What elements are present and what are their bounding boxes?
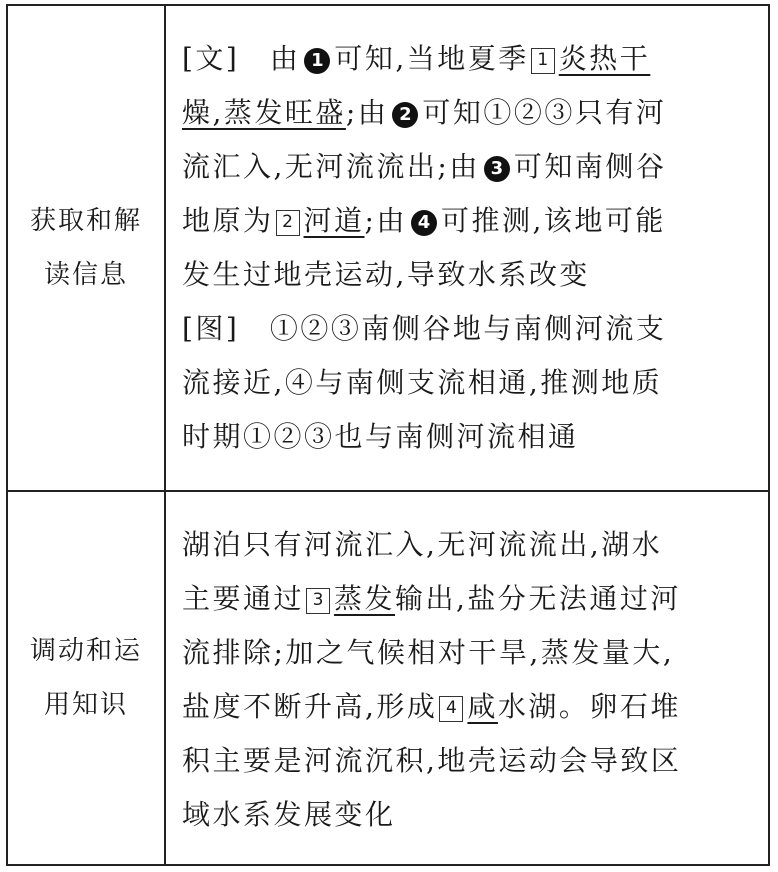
text-span: 流接近,④与南侧支流相通,推测地质 — [182, 366, 663, 399]
text-span: 可知,当地夏季 — [334, 42, 529, 75]
text-span: ;由 — [345, 96, 389, 129]
content-line — [182, 194, 762, 248]
row-label — [16, 624, 156, 732]
row-label-cell — [8, 6, 166, 490]
boxed-number-4: 4 — [439, 696, 463, 722]
text-span: 流汇入,无河流流出;由 — [182, 150, 480, 183]
text-span: 流排除;加之气候相对干旱,蒸发量大, — [182, 636, 675, 669]
text-span: 水湖。卵石堆 — [497, 690, 681, 723]
content-line — [182, 626, 762, 680]
content-line — [182, 356, 762, 410]
table-row — [8, 492, 768, 864]
content-line — [182, 248, 762, 302]
row-label-line: 读信息 — [43, 260, 128, 290]
text-span: 可知①②③只有河 — [422, 96, 667, 129]
text-span: 可推测,该地可能 — [440, 204, 666, 237]
underlined-answer: 燥,蒸发旺盛 — [182, 96, 346, 129]
text-span: 主要通过 — [182, 582, 305, 615]
row-label — [16, 194, 156, 302]
text-span: 地原为 — [182, 204, 274, 237]
underlined-answer: 炎热干 — [558, 42, 651, 75]
text-span: 发生过地壳运动,导致水系改变 — [182, 258, 590, 291]
row-label-line: 用知识 — [43, 690, 128, 720]
underlined-answer: 河道 — [303, 204, 365, 237]
text-span: 时期①②③也与南侧河流相通 — [182, 420, 579, 453]
text-span: 域水系发展变化 — [182, 798, 396, 831]
text-span: [文] — [182, 42, 240, 75]
content-line — [182, 410, 762, 464]
boxed-number-3: 3 — [306, 588, 330, 614]
black-circle-number-2: 2 — [392, 102, 418, 128]
text-span: 由 — [239, 42, 301, 75]
content-line — [182, 518, 762, 572]
text-span: 积主要是河流沉积,地壳运动会导致区 — [182, 744, 682, 777]
content-line — [182, 86, 762, 140]
boxed-number-2: 2 — [276, 210, 300, 236]
text-span: 盐度不断升高,形成 — [182, 690, 438, 723]
table-row — [8, 6, 768, 492]
content-line — [182, 680, 762, 734]
row-content-cell — [166, 6, 768, 490]
underlined-answer: 蒸发 — [334, 582, 396, 615]
underlined-answer: 咸 — [467, 690, 498, 723]
text-span: 湖泊只有河流汇入,无河流流出,湖水 — [182, 528, 663, 561]
text-span: [图] ①②③南侧谷地与南侧河流支 — [182, 312, 667, 345]
content-line — [182, 140, 762, 194]
row-label-cell — [8, 492, 166, 864]
black-circle-number-1: 1 — [304, 48, 330, 74]
text-span: 输出,盐分无法通过河 — [395, 582, 681, 615]
content-line — [182, 32, 762, 86]
content-line — [182, 302, 762, 356]
text-span: ;由 — [364, 204, 407, 237]
row-content-cell — [166, 492, 768, 864]
row-label-line: 获取和解 — [29, 206, 142, 236]
info-table — [6, 4, 770, 866]
boxed-number-1: 1 — [531, 48, 555, 74]
content-line — [182, 734, 762, 788]
black-circle-number-4: 4 — [411, 210, 437, 236]
row-label-line: 调动和运 — [29, 636, 142, 666]
black-circle-number-3: 3 — [484, 156, 510, 182]
content-line — [182, 788, 762, 842]
text-span: 可知南侧谷 — [513, 150, 667, 183]
content-line — [182, 572, 762, 626]
